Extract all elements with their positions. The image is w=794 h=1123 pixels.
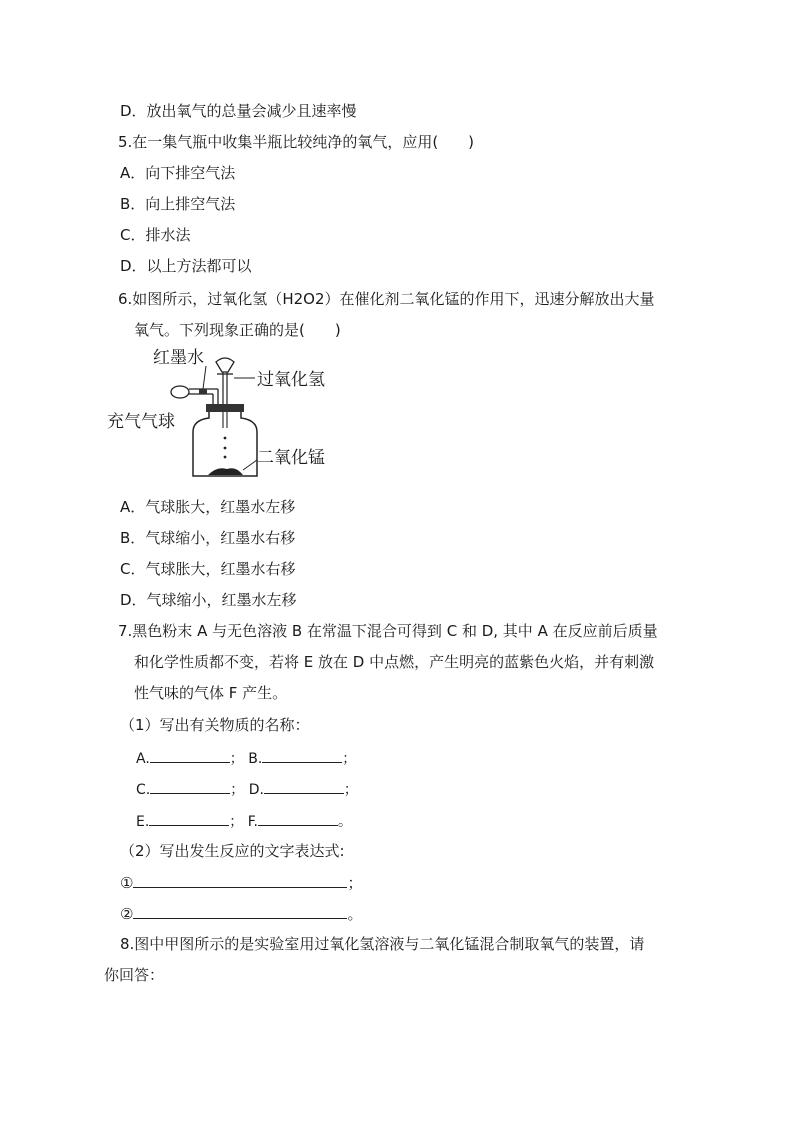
- stopper: [206, 404, 244, 412]
- q7-stem-line2: 和化学性质都不变，若将 E 放在 D 中点燃，产生明亮的蓝紫色火焰，并有刺激: [134, 653, 655, 671]
- q6-option-a: A．气球胀大，红墨水左移: [120, 498, 296, 516]
- q8-stem-line2: 你回答：: [104, 966, 165, 984]
- answer-blank-e[interactable]: [149, 810, 229, 826]
- balloon-shape: [171, 386, 189, 398]
- answer-blank-b[interactable]: [262, 747, 342, 763]
- q7-equation-1: ① ；: [120, 874, 363, 892]
- q5-option-c: C．排水法: [120, 226, 191, 244]
- q7-names-row-3: E. ； F. 。: [136, 810, 352, 832]
- q7-stem-line3: 性气味的气体 F 产生。: [134, 684, 288, 702]
- q6-option-d: D．气球缩小，红墨水左移: [120, 591, 297, 609]
- label-hydrogen-peroxide: 过氧化氢: [257, 370, 325, 390]
- q7-part1: （1）写出有关物质的名称：: [120, 716, 310, 734]
- q6-option-b: B．气球缩小，红墨水右移: [120, 529, 296, 547]
- red-ink-drop: [199, 389, 207, 394]
- q6-stem-line1: 6.如图所示，过氧化氢（H2O2）在催化剂二氧化锰的作用下，迅速分解放出大量: [118, 290, 655, 308]
- q6-option-c: C．气球胀大，红墨水右移: [120, 560, 296, 578]
- q7-part2: （2）写出发生反应的文字表达式:: [120, 842, 345, 860]
- label-red-ink: 红墨水: [153, 348, 204, 368]
- label-balloon: 充气气球: [107, 412, 175, 432]
- funnel-shape: [216, 358, 234, 372]
- q5-option-d: D．以上方法都可以: [120, 257, 252, 275]
- q7-names-row-2: C. ； D. ；: [136, 778, 358, 800]
- q6-stem-line2: 氧气。下列现象正确的是( ): [134, 321, 341, 339]
- q5-stem: 5.在一集气瓶中收集半瓶比较纯净的氧气，应用( ): [118, 133, 475, 151]
- q7-stem-line1: 7.黑色粉末 A 与无色溶液 B 在常温下混合可得到 C 和 D, 其中 A 在反应前后质量: [118, 622, 658, 640]
- equation-blank-1[interactable]: [133, 872, 347, 888]
- equation-blank-2[interactable]: [133, 903, 347, 919]
- answer-blank-d[interactable]: [264, 778, 344, 794]
- q8-stem-line1: 8.图中甲图所示的是实验室用过氧化氢溶液与二氧化锰混合制取氧气的装置，请: [120, 935, 645, 953]
- q7-names-row-1: A. ； B. ；: [136, 747, 356, 769]
- q5-option-b: B．向上排空气法: [120, 195, 236, 213]
- label-manganese-dioxide: 二氧化锰: [257, 448, 325, 468]
- q4-option-d: D．放出氧气的总量会减少且速率慢: [120, 102, 357, 120]
- apparatus-figure: [105, 348, 345, 488]
- answer-blank-c[interactable]: [150, 778, 230, 794]
- q5-option-a: A．向下排空气法: [120, 164, 236, 182]
- answer-blank-a[interactable]: [150, 747, 230, 763]
- q7-equation-2: ② 。: [120, 905, 363, 923]
- manganese-dioxide-pile: [208, 468, 243, 475]
- answer-blank-f[interactable]: [258, 810, 338, 826]
